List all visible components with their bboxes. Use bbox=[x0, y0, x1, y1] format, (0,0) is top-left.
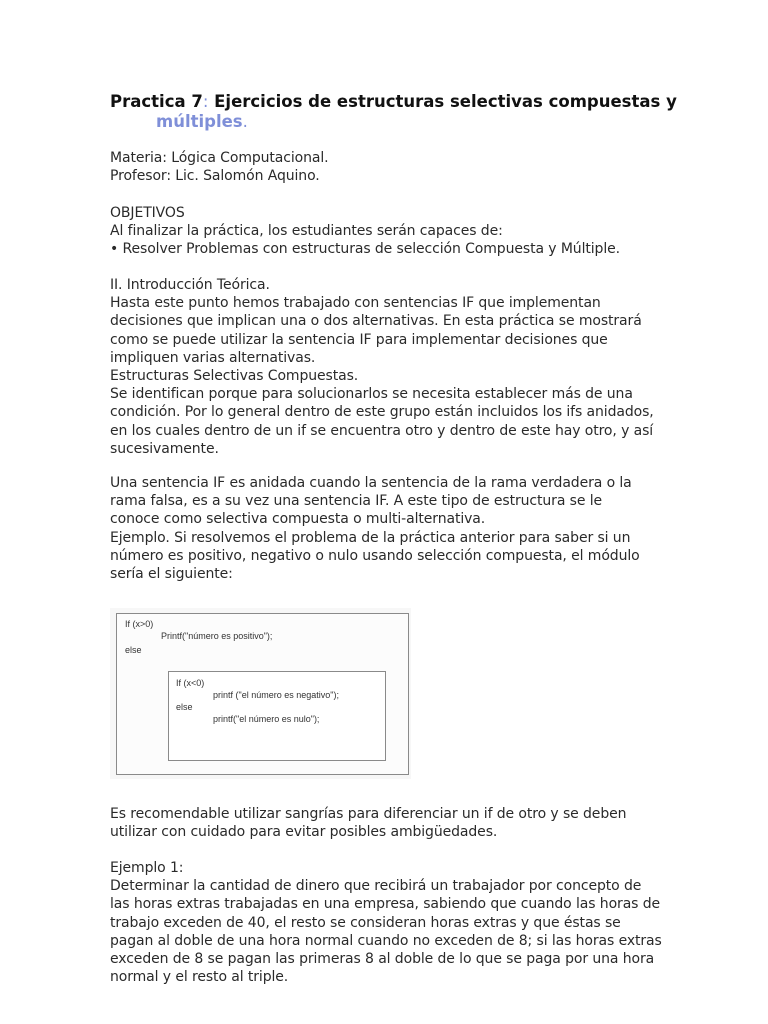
code-inner-if: If (x<0) bbox=[176, 678, 205, 688]
intro-p2-line: condición. Por lo general dentro de este grupo están incluidos los ifs anidados, bbox=[110, 404, 654, 421]
outer-if-box bbox=[116, 613, 409, 775]
ejemplo1-line: pagan al doble de una hora normal cuando no exceden de 8; si las horas extras bbox=[110, 932, 662, 949]
intro-section bbox=[110, 276, 750, 458]
materia-line: Materia: Lógica Computacional. bbox=[110, 150, 329, 166]
code-inner-print-nulo: printf("el número es nulo"); bbox=[213, 714, 320, 724]
objetivos-heading: OBJETIVOS bbox=[110, 205, 185, 221]
intro-p1-line: como se puede utilizar la sentencia IF para implementar decisiones que bbox=[110, 331, 608, 348]
intro-p1-line: impliquen varias alternativas. bbox=[110, 349, 316, 366]
anidada-line: conoce como selectiva compuesta o multi-alternativa. bbox=[110, 511, 486, 528]
ejemplo1-line: Determinar la cantidad de dinero que recibirá un trabajador por concepto de bbox=[110, 878, 642, 895]
recomendacion-line: utilizar con cuidado para evitar posibles ambigüedades. bbox=[110, 824, 498, 841]
code-outer-print: Printf("número es positivo"); bbox=[161, 631, 273, 641]
intro-p2-line: en los cuales dentro de un if se encuentra otro y dentro de este hay otro, y así bbox=[110, 422, 654, 439]
inner-if-box bbox=[168, 671, 386, 761]
code-outer-if: If (x>0) bbox=[125, 619, 154, 629]
intro-heading: II. Introducción Teórica. bbox=[110, 277, 270, 293]
ejemplo1-line: exceden de 8 se pagan las primeras 8 al doble de lo que se paga por una hora bbox=[110, 951, 655, 968]
anidada-paragraph bbox=[110, 474, 750, 583]
recomendacion-paragraph bbox=[110, 805, 750, 841]
title-dot: . bbox=[242, 112, 248, 131]
ejemplo1-line: normal y el resto al triple. bbox=[110, 969, 289, 986]
title-colon: : bbox=[202, 92, 209, 111]
ejemplo1-line: trabajo exceden de 40, el resto se consideran horas extras y que éstas se bbox=[110, 914, 621, 931]
recomendacion-line: Es recomendable utilizar sangrías para diferenciar un if de otro y se deben bbox=[110, 806, 627, 822]
title-prefix: Practica 7 bbox=[110, 92, 203, 111]
anidada-line: sería el siguiente: bbox=[110, 566, 233, 583]
anidada-line: rama falsa, es a su vez una sentencia IF. A este tipo de estructura se le bbox=[110, 493, 603, 510]
intro-p2-line: Se identifican porque para solucionarlos se necesita establecer más de una bbox=[110, 386, 633, 403]
objetivos-bullet: • Resolver Problemas con estructuras de selección Compuesta y Múltiple. bbox=[110, 241, 620, 258]
code-figure bbox=[110, 608, 411, 779]
intro-p1-line: decisiones que implican una o dos alternativas. En esta práctica se mostrará bbox=[110, 313, 642, 330]
anidada-line: número es positivo, negativo o nulo usando selección compuesta, el módulo bbox=[110, 547, 640, 564]
objetivos-section bbox=[110, 204, 750, 259]
intro-p2-line: sucesivamente. bbox=[110, 440, 219, 457]
ejemplo1-line: las horas extras trabajadas en una empresa, sabiendo que cuando las horas de bbox=[110, 896, 661, 913]
anidada-line: Ejemplo. Si resolvemos el problema de la práctica anterior para saber si un bbox=[110, 529, 631, 546]
objetivos-intro: Al finalizar la práctica, los estudiantes serán capaces de: bbox=[110, 223, 503, 240]
title-continuation: múltiples bbox=[156, 112, 243, 131]
code-outer-else: else bbox=[125, 645, 142, 655]
intro-subheading: Estructuras Selectivas Compuestas. bbox=[110, 368, 359, 385]
code-inner-else: else bbox=[176, 702, 193, 712]
title-main: Ejercicios de estructuras selectivas compuestas y bbox=[208, 92, 677, 111]
course-info bbox=[110, 149, 750, 185]
anidada-line: Una sentencia IF es anidada cuando la sentencia de la rama verdadera o la bbox=[110, 475, 632, 491]
ejemplo1-heading: Ejemplo 1: bbox=[110, 860, 184, 876]
code-inner-print-negativo: printf ("el número es negativo"); bbox=[213, 690, 339, 700]
ejemplo1-section bbox=[110, 859, 750, 986]
profesor-line: Profesor: Lic. Salomón Aquino. bbox=[110, 168, 320, 185]
page-title bbox=[110, 92, 730, 132]
intro-p1-line: Hasta este punto hemos trabajado con sentencias IF que implementan bbox=[110, 295, 601, 312]
